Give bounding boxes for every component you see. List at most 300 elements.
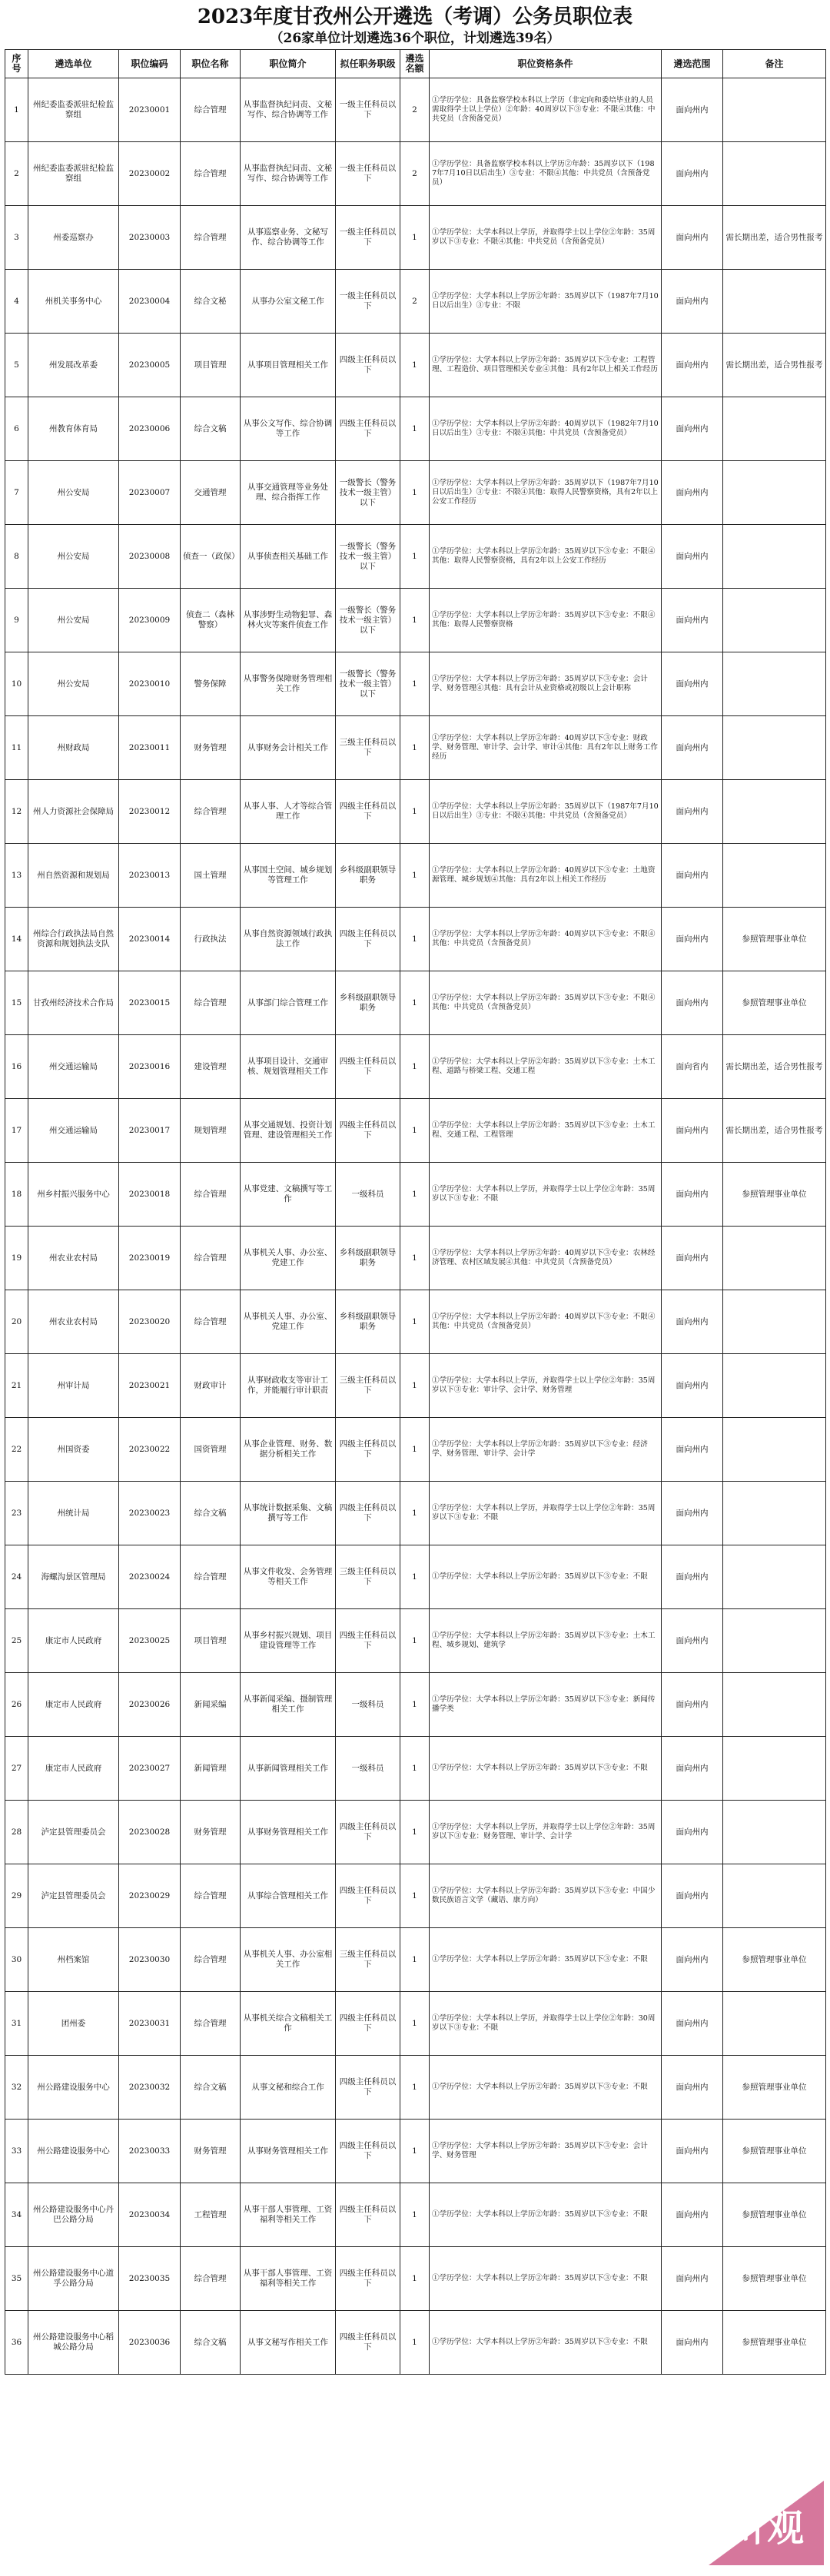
cell-rank: 一级主任科员以下 [336, 206, 400, 270]
cell-note [723, 1482, 826, 1545]
cell-requirements: ①学历学位：具备监察学校本科以上学历②年龄：35周岁以下（1987年7月10日以后出生）③专业：不限④其他：中共党员（含预备党员） [430, 142, 662, 206]
cell-intro: 从事新闻管理相关工作 [241, 1737, 336, 1801]
cell-note [723, 1545, 826, 1609]
cell-no: 27 [5, 1737, 28, 1801]
cell-note [723, 270, 826, 334]
cell-intro: 从事监督执纪问责、文秘写作、综合协调等工作 [241, 142, 336, 206]
cell-code: 20230032 [119, 2056, 181, 2120]
cell-unit: 州综合行政执法局自然资源和规划执法支队 [28, 908, 119, 971]
cell-name: 财务管理 [181, 716, 241, 780]
cell-requirements: ①学历学位：大学本科以上学历，并取得学士以上学位②年龄：35周岁以下③专业：审计学、会计学、财务管理 [430, 1354, 662, 1418]
cell-scope: 面向州内 [662, 716, 723, 780]
cell-unit: 州公安局 [28, 652, 119, 716]
cell-rank: 一级科员 [336, 1737, 400, 1801]
table-row [5, 1418, 826, 1482]
cell-requirements: ①学历学位：大学本科以上学历②年龄：40周岁以下（1982年7月10日以后出生）③专业：不限④其他：中共党员（含预备党员） [430, 397, 662, 461]
cell-note [723, 461, 826, 525]
cell-rank: 四级主任科员以下 [336, 1482, 400, 1545]
cell-no: 26 [5, 1673, 28, 1737]
cell-quota: 1 [400, 206, 430, 270]
cell-code: 20230026 [119, 1673, 181, 1737]
cell-intro: 从事统计数据采集、文稿撰写等工作 [241, 1482, 336, 1545]
cell-name: 综合管理 [181, 2247, 241, 2311]
cell-code: 20230015 [119, 971, 181, 1035]
table-row [5, 461, 826, 525]
table-row [5, 1163, 826, 1227]
cell-intro: 从事公文写作、综合协调等工作 [241, 397, 336, 461]
positions-table [5, 49, 826, 2375]
cell-scope: 面向州内 [662, 525, 723, 589]
cell-name: 财政审计 [181, 1354, 241, 1418]
table-row [5, 1290, 826, 1354]
cell-quota: 1 [400, 1227, 430, 1290]
cell-rank: 四级主任科员以下 [336, 334, 400, 397]
header-requirements: 职位资格条件 [430, 50, 662, 78]
cell-intro: 从事干部人事管理、工资福利等相关工作 [241, 2247, 336, 2311]
cell-code: 20230028 [119, 1801, 181, 1864]
table-row [5, 334, 826, 397]
cell-unit: 州国资委 [28, 1418, 119, 1482]
cell-intro: 从事新闻采编、摄制管理相关工作 [241, 1673, 336, 1737]
table-row [5, 1609, 826, 1673]
cell-code: 20230008 [119, 525, 181, 589]
cell-no: 31 [5, 1992, 28, 2056]
cell-code: 20230017 [119, 1099, 181, 1163]
cell-no: 23 [5, 1482, 28, 1545]
cell-requirements: ①学历学位：大学本科以上学历，并取得学士以上学位②年龄：35周岁以下③专业：不限 [430, 1482, 662, 1545]
cell-unit: 康定市人民政府 [28, 1673, 119, 1737]
cell-scope: 面向州内 [662, 397, 723, 461]
cell-rank: 一级警长（警务技术一级主管）以下 [336, 589, 400, 652]
header-scope: 遴选范围 [662, 50, 723, 78]
cell-quota: 1 [400, 1290, 430, 1354]
cell-no: 13 [5, 844, 28, 908]
cell-note: 参照管理事业单位 [723, 2120, 826, 2183]
cell-scope: 面向州内 [662, 844, 723, 908]
cell-no: 4 [5, 270, 28, 334]
cell-rank: 一级科员 [336, 1163, 400, 1227]
page-title: 2023年度甘孜州公开遴选（考调）公务员职位表 [197, 5, 633, 28]
cell-no: 22 [5, 1418, 28, 1482]
cell-code: 20230005 [119, 334, 181, 397]
cell-requirements: ①学历学位：大学本科以上学历，并取得学士以上学位②年龄：35周岁以下③专业：不限 [430, 1163, 662, 1227]
table-row [5, 1928, 826, 1992]
cell-name: 综合管理 [181, 78, 241, 142]
cell-intro: 从事项目管理相关工作 [241, 334, 336, 397]
cell-rank: 四级主任科员以下 [336, 2056, 400, 2120]
cell-unit: 州财政局 [28, 716, 119, 780]
cell-scope: 面向州内 [662, 270, 723, 334]
cell-quota: 1 [400, 1864, 430, 1928]
cell-no: 17 [5, 1099, 28, 1163]
cell-note [723, 1418, 826, 1482]
table-row [5, 1864, 826, 1928]
cell-quota: 1 [400, 1801, 430, 1864]
cell-note [723, 1992, 826, 2056]
cell-scope: 面向州内 [662, 1290, 723, 1354]
cell-code: 20230001 [119, 78, 181, 142]
cell-intro: 从事文件收发、会务管理等相关工作 [241, 1545, 336, 1609]
cell-note: 参照管理事业单位 [723, 971, 826, 1035]
cell-name: 新闻采编 [181, 1673, 241, 1737]
cell-quota: 1 [400, 2056, 430, 2120]
cell-quota: 2 [400, 78, 430, 142]
cell-unit: 州公安局 [28, 525, 119, 589]
cell-note [723, 780, 826, 844]
cell-unit: 康定市人民政府 [28, 1609, 119, 1673]
cell-requirements: ①学历学位：大学本科以上学历②年龄：40周岁以下③专业：不限④其他：中共党员（含预备党员） [430, 1290, 662, 1354]
cell-name: 侦查二（森林警察） [181, 589, 241, 652]
cell-name: 建设管理 [181, 1035, 241, 1099]
cell-code: 20230030 [119, 1928, 181, 1992]
table-row [5, 1035, 826, 1099]
cell-name: 行政执法 [181, 908, 241, 971]
cell-name: 规划管理 [181, 1099, 241, 1163]
chuanguan-watermark-logo [709, 2481, 824, 2565]
cell-note [723, 1801, 826, 1864]
cell-unit: 州发展改革委 [28, 334, 119, 397]
cell-no: 21 [5, 1354, 28, 1418]
cell-scope: 面向州内 [662, 461, 723, 525]
cell-code: 20230029 [119, 1864, 181, 1928]
cell-name: 综合文秘 [181, 270, 241, 334]
cell-unit: 州乡村振兴服务中心 [28, 1163, 119, 1227]
cell-name: 综合文稿 [181, 397, 241, 461]
cell-scope: 面向州内 [662, 1482, 723, 1545]
cell-code: 20230034 [119, 2183, 181, 2247]
cell-no: 6 [5, 397, 28, 461]
cell-code: 20230006 [119, 397, 181, 461]
cell-name: 综合管理 [181, 206, 241, 270]
cell-intro: 从事文秘写作相关工作 [241, 2311, 336, 2375]
cell-unit: 州纪委监委派驻纪检监察组 [28, 142, 119, 206]
cell-note [723, 652, 826, 716]
cell-requirements: ①学历学位：大学本科以上学历②年龄：35周岁以下③专业：不限 [430, 2183, 662, 2247]
cell-note [723, 78, 826, 142]
cell-rank: 四级主任科员以下 [336, 1992, 400, 2056]
cell-quota: 1 [400, 1482, 430, 1545]
table-row [5, 2183, 826, 2247]
cell-note: 需长期出差，适合男性报考 [723, 206, 826, 270]
cell-name: 交通管理 [181, 461, 241, 525]
cell-rank: 四级主任科员以下 [336, 1035, 400, 1099]
cell-name: 侦查一（政保） [181, 525, 241, 589]
cell-no: 11 [5, 716, 28, 780]
cell-note [723, 1673, 826, 1737]
cell-scope: 面向州内 [662, 1673, 723, 1737]
cell-intro: 从事财务会计相关工作 [241, 716, 336, 780]
cell-no: 25 [5, 1609, 28, 1673]
cell-name: 综合管理 [181, 1290, 241, 1354]
cell-requirements: ①学历学位：大学本科以上学历②年龄：35周岁以下③专业：不限 [430, 2247, 662, 2311]
cell-code: 20230004 [119, 270, 181, 334]
table-row [5, 2311, 826, 2375]
cell-intro: 从事自然资源领域行政执法工作 [241, 908, 336, 971]
cell-code: 20230007 [119, 461, 181, 525]
cell-quota: 1 [400, 652, 430, 716]
cell-note: 参照管理事业单位 [723, 2056, 826, 2120]
cell-unit: 州农业农村局 [28, 1290, 119, 1354]
cell-unit: 州公路建设服务中心丹巴公路分局 [28, 2183, 119, 2247]
cell-scope: 面向州内 [662, 1354, 723, 1418]
cell-code: 20230027 [119, 1737, 181, 1801]
watermark-text: 川观 [726, 2507, 807, 2550]
cell-intro: 从事交通规划、投资计划管理、建设管理相关工作 [241, 1099, 336, 1163]
cell-quota: 1 [400, 1354, 430, 1418]
cell-note [723, 1737, 826, 1801]
cell-scope: 面向州内 [662, 78, 723, 142]
cell-quota: 1 [400, 1673, 430, 1737]
cell-rank: 一级警长（警务技术一级主管）以下 [336, 652, 400, 716]
cell-quota: 1 [400, 1928, 430, 1992]
cell-rank: 乡科级副职领导职务 [336, 1290, 400, 1354]
cell-no: 9 [5, 589, 28, 652]
cell-note [723, 142, 826, 206]
cell-note: 需长期出差，适合男性报考 [723, 334, 826, 397]
cell-unit: 州统计局 [28, 1482, 119, 1545]
cell-rank: 四级主任科员以下 [336, 1609, 400, 1673]
cell-name: 综合管理 [181, 142, 241, 206]
cell-scope: 面向州内 [662, 971, 723, 1035]
cell-unit: 州公路建设服务中心 [28, 2056, 119, 2120]
cell-rank: 一级科员 [336, 1673, 400, 1737]
cell-scope: 面向州内 [662, 1609, 723, 1673]
table-row [5, 971, 826, 1035]
cell-quota: 1 [400, 589, 430, 652]
cell-unit: 州审计局 [28, 1354, 119, 1418]
cell-intro: 从事侦查相关基础工作 [241, 525, 336, 589]
table-row [5, 1545, 826, 1609]
cell-scope: 面向州内 [662, 142, 723, 206]
cell-requirements: ①学历学位：大学本科以上学历②年龄：35周岁以下③专业：不限 [430, 2311, 662, 2375]
cell-intro: 从事部门综合管理工作 [241, 971, 336, 1035]
cell-requirements: ①学历学位：大学本科以上学历②年龄：35周岁以下③专业：会计学、财务管理④其他：具有会计从业资格或初级以上会计职称 [430, 652, 662, 716]
table-row [5, 2056, 826, 2120]
page-subtitle: （26家单位计划遴选36个职位，计划遴选39名） [270, 31, 560, 46]
cell-requirements: ①学历学位：大学本科以上学历②年龄：35周岁以下（1987年7月10日以后出生）③专业：不限 [430, 270, 662, 334]
table-row [5, 652, 826, 716]
cell-code: 20230020 [119, 1290, 181, 1354]
header-no: 序号 [5, 50, 28, 78]
cell-rank: 乡科级副职领导职务 [336, 844, 400, 908]
cell-intro: 从事涉野生动物犯罪、森林火灾等案件侦查工作 [241, 589, 336, 652]
cell-requirements: ①学历学位：具备监察学校本科以上学历（非定向和委培毕业的人员需取得学士以上学位）②年龄：40周岁以下③专业：不限④其他：中共党员（含预备党员） [430, 78, 662, 142]
cell-name: 综合管理 [181, 1864, 241, 1928]
cell-requirements: ①学历学位：大学本科以上学历，并取得学士以上学位②年龄：35周岁以下③专业：财务管理、审计学、会计学 [430, 1801, 662, 1864]
cell-note [723, 1609, 826, 1673]
cell-scope: 面向州内 [662, 1801, 723, 1864]
cell-intro: 从事机关人事、办公室、党建工作 [241, 1290, 336, 1354]
cell-intro: 从事监督执纪问责、文秘写作、综合协调等工作 [241, 78, 336, 142]
cell-name: 综合管理 [181, 1992, 241, 2056]
cell-no: 2 [5, 142, 28, 206]
cell-no: 29 [5, 1864, 28, 1928]
cell-name: 综合管理 [181, 971, 241, 1035]
cell-rank: 四级主任科员以下 [336, 2311, 400, 2375]
cell-name: 工程管理 [181, 2183, 241, 2247]
cell-intro: 从事项目设计、交通审核、规划管理相关工作 [241, 1035, 336, 1099]
cell-unit: 州档案馆 [28, 1928, 119, 1992]
cell-code: 20230014 [119, 908, 181, 971]
cell-quota: 1 [400, 908, 430, 971]
cell-unit: 州公安局 [28, 461, 119, 525]
cell-requirements: ①学历学位：大学本科以上学历②年龄：35周岁以下③专业：不限 [430, 1545, 662, 1609]
cell-scope: 面向州内 [662, 1864, 723, 1928]
cell-code: 20230025 [119, 1609, 181, 1673]
cell-unit: 州交通运输局 [28, 1099, 119, 1163]
cell-scope: 面向省内 [662, 1035, 723, 1099]
cell-code: 20230002 [119, 142, 181, 206]
cell-intro: 从事乡村振兴规划、项目建设管理等工作 [241, 1609, 336, 1673]
cell-unit: 团州委 [28, 1992, 119, 2056]
cell-rank: 四级主任科员以下 [336, 397, 400, 461]
table-row [5, 525, 826, 589]
cell-rank: 三级主任科员以下 [336, 1928, 400, 1992]
cell-note [723, 1864, 826, 1928]
cell-code: 20230023 [119, 1482, 181, 1545]
cell-requirements: ①学历学位：大学本科以上学历②年龄：35周岁以下③专业：不限④其他：中共党员（含预备党员） [430, 971, 662, 1035]
cell-quota: 1 [400, 461, 430, 525]
cell-quota: 1 [400, 1545, 430, 1609]
cell-intro: 从事党建、文稿撰写等工作 [241, 1163, 336, 1227]
cell-unit: 州公路建设服务中心稻城公路分局 [28, 2311, 119, 2375]
table-row [5, 1354, 826, 1418]
cell-name: 综合管理 [181, 1163, 241, 1227]
cell-requirements: ①学历学位：大学本科以上学历②年龄：35周岁以下③专业：土木工程、城乡规划、建筑学 [430, 1609, 662, 1673]
cell-intro: 从事综合管理相关工作 [241, 1864, 336, 1928]
cell-requirements: ①学历学位：大学本科以上学历②年龄：35周岁以下③专业：新闻传播学类 [430, 1673, 662, 1737]
cell-note: 参照管理事业单位 [723, 2247, 826, 2311]
cell-no: 19 [5, 1227, 28, 1290]
cell-name: 综合文稿 [181, 2311, 241, 2375]
cell-note [723, 716, 826, 780]
cell-no: 36 [5, 2311, 28, 2375]
cell-quota: 1 [400, 2311, 430, 2375]
cell-scope: 面向州内 [662, 908, 723, 971]
cell-scope: 面向州内 [662, 1099, 723, 1163]
cell-code: 20230009 [119, 589, 181, 652]
cell-rank: 四级主任科员以下 [336, 780, 400, 844]
cell-scope: 面向州内 [662, 2120, 723, 2183]
cell-name: 财务管理 [181, 1801, 241, 1864]
cell-no: 14 [5, 908, 28, 971]
table-row [5, 270, 826, 334]
cell-name: 项目管理 [181, 334, 241, 397]
cell-unit: 州农业农村局 [28, 1227, 119, 1290]
cell-unit: 州纪委监委派驻纪检监察组 [28, 78, 119, 142]
cell-rank: 四级主任科员以下 [336, 1099, 400, 1163]
cell-quota: 1 [400, 1099, 430, 1163]
cell-unit: 州公路建设服务中心 [28, 2120, 119, 2183]
cell-note: 需长期出差，适合男性报考 [723, 1099, 826, 1163]
table-row [5, 716, 826, 780]
cell-quota: 1 [400, 525, 430, 589]
cell-rank: 四级主任科员以下 [336, 1864, 400, 1928]
cell-scope: 面向州内 [662, 1992, 723, 2056]
cell-rank: 四级主任科员以下 [336, 2120, 400, 2183]
table-row [5, 1992, 826, 2056]
cell-intro: 从事财政收支等审计工作，并能履行审计职责 [241, 1354, 336, 1418]
cell-code: 20230012 [119, 780, 181, 844]
table-row [5, 2120, 826, 2183]
cell-rank: 四级主任科员以下 [336, 1418, 400, 1482]
cell-quota: 1 [400, 1163, 430, 1227]
table-row [5, 908, 826, 971]
cell-name: 国资管理 [181, 1418, 241, 1482]
cell-unit: 海螺沟景区管理局 [28, 1545, 119, 1609]
cell-name: 警务保障 [181, 652, 241, 716]
table-row [5, 844, 826, 908]
cell-unit: 甘孜州经济技术合作局 [28, 971, 119, 1035]
cell-note [723, 397, 826, 461]
cell-rank: 一级警长（警务技术一级主管）以下 [336, 525, 400, 589]
table-row [5, 206, 826, 270]
table-row [5, 1673, 826, 1737]
table-row [5, 1227, 826, 1290]
cell-rank: 四级主任科员以下 [336, 2183, 400, 2247]
cell-no: 33 [5, 2120, 28, 2183]
cell-code: 20230013 [119, 844, 181, 908]
cell-no: 30 [5, 1928, 28, 1992]
table-row [5, 2247, 826, 2311]
cell-note [723, 1227, 826, 1290]
cell-scope: 面向州内 [662, 206, 723, 270]
cell-note: 参照管理事业单位 [723, 1928, 826, 1992]
header-name: 职位名称 [181, 50, 241, 78]
cell-scope: 面向州内 [662, 2247, 723, 2311]
cell-unit: 州公路建设服务中心道孚公路分局 [28, 2247, 119, 2311]
cell-unit: 州机关事务中心 [28, 270, 119, 334]
cell-note: 参照管理事业单位 [723, 1163, 826, 1227]
cell-name: 综合文稿 [181, 1482, 241, 1545]
cell-scope: 面向州内 [662, 2311, 723, 2375]
cell-note: 需长期出差，适合男性报考 [723, 1035, 826, 1099]
cell-no: 15 [5, 971, 28, 1035]
cell-name: 综合管理 [181, 1545, 241, 1609]
cell-note: 参照管理事业单位 [723, 908, 826, 971]
cell-intro: 从事机关人事、办公室、党建工作 [241, 1227, 336, 1290]
cell-requirements: ①学历学位：大学本科以上学历②年龄：35周岁以下③专业：中国少数民族语言文学（藏语、康方向） [430, 1864, 662, 1928]
cell-requirements: ①学历学位：大学本科以上学历②年龄：40周岁以下③专业：财政学、财务管理、审计学、会计学、审计④其他：具有2年以上财务工作经历 [430, 716, 662, 780]
cell-requirements: ①学历学位：大学本科以上学历②年龄：35周岁以下③专业：不限④其他：取得人民警察资格 [430, 589, 662, 652]
cell-rank: 一级主任科员以下 [336, 78, 400, 142]
cell-requirements: ①学历学位：大学本科以上学历②年龄：35周岁以下（1987年7月10日以后出生）③专业：不限④其他：取得人民警察资格，具有2年以上公安工作经历 [430, 461, 662, 525]
cell-requirements: ①学历学位：大学本科以上学历，并取得学士以上学位②年龄：30周岁以下③专业：不限 [430, 1992, 662, 2056]
cell-requirements: ①学历学位：大学本科以上学历②年龄：35周岁以下③专业：不限 [430, 2056, 662, 2120]
cell-quota: 1 [400, 334, 430, 397]
cell-note [723, 525, 826, 589]
cell-quota: 1 [400, 2183, 430, 2247]
header-unit: 遴选单位 [28, 50, 119, 78]
cell-code: 20230010 [119, 652, 181, 716]
cell-unit: 州委巡察办 [28, 206, 119, 270]
header-code: 职位编码 [119, 50, 181, 78]
cell-intro: 从事国土空间、城乡规划等管理工作 [241, 844, 336, 908]
cell-intro: 从事机关人事、办公室相关工作 [241, 1928, 336, 1992]
cell-no: 7 [5, 461, 28, 525]
cell-quota: 1 [400, 2247, 430, 2311]
cell-name: 国土管理 [181, 844, 241, 908]
cell-name: 综合管理 [181, 1227, 241, 1290]
cell-requirements: ①学历学位：大学本科以上学历②年龄：35周岁以下③专业：经济学、财务管理、审计学、会计学 [430, 1418, 662, 1482]
cell-quota: 1 [400, 716, 430, 780]
cell-rank: 乡科级副职领导职务 [336, 971, 400, 1035]
cell-rank: 一级主任科员以下 [336, 270, 400, 334]
cell-quota: 2 [400, 142, 430, 206]
header-intro: 职位简介 [241, 50, 336, 78]
cell-intro: 从事交通管理等业务处理、综合指挥工作 [241, 461, 336, 525]
cell-code: 20230024 [119, 1545, 181, 1609]
